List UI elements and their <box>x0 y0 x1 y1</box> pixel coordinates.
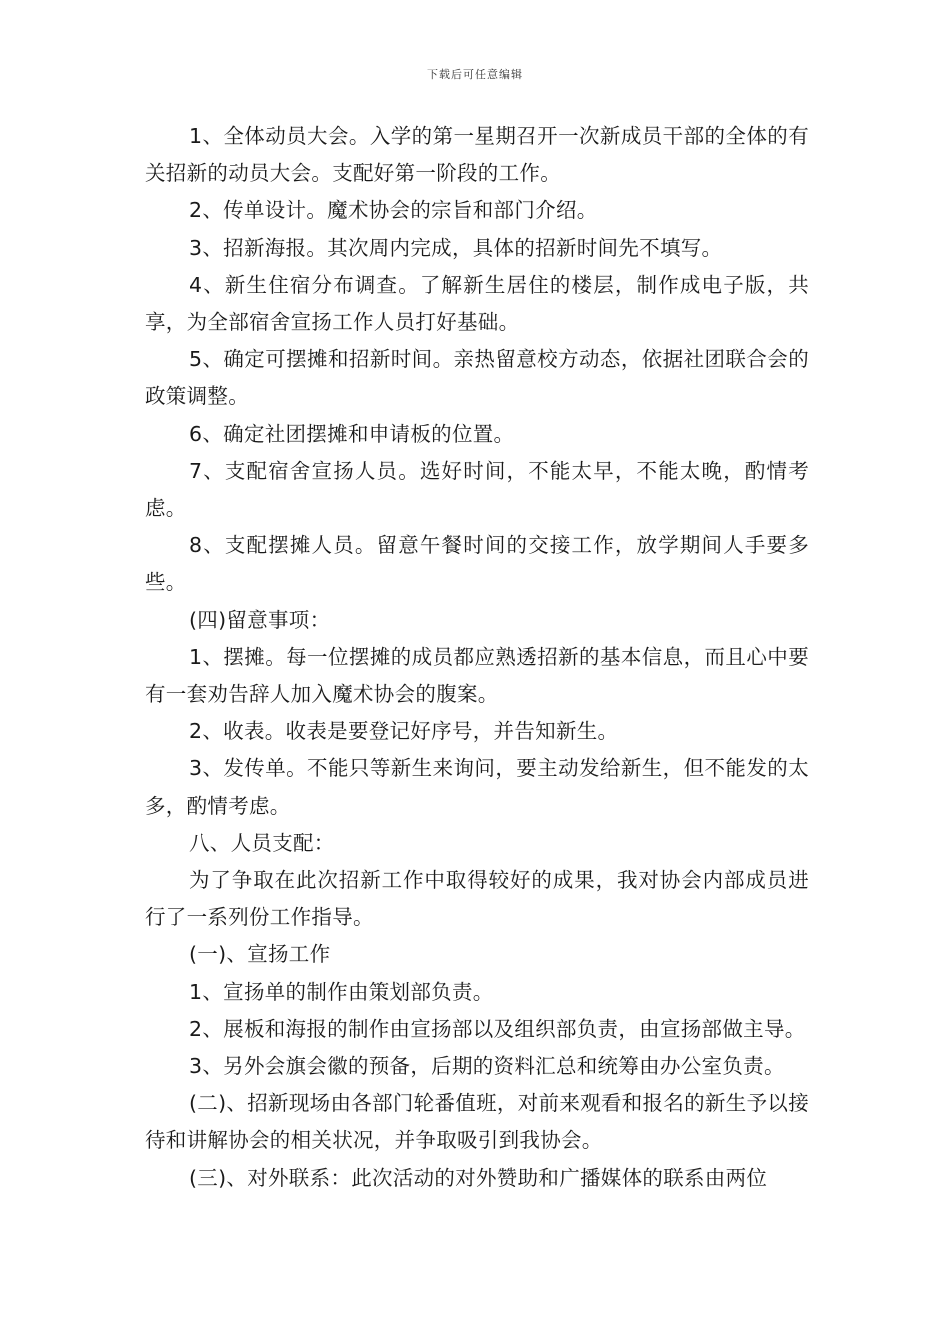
paragraph: 8、支配摆摊人员。留意午餐时间的交接工作，放学期间人手要多些。 <box>145 533 809 595</box>
document-body <box>145 118 809 1197</box>
paragraph: 7、支配宿舍宣扬人员。选好时间，不能太早，不能太晚，酌情考虑。 <box>145 458 809 521</box>
page-header: 下载后可任意编辑 <box>427 68 523 81</box>
paragraph: 2、传单设计。魔术协会的宗旨和部门介绍。 <box>189 198 598 223</box>
paragraph: 3、发传单。不能只等新生来询问，要主动发给新生，但不能发的太多，酌情考虑。 <box>145 756 809 818</box>
paragraph: 6、确定社团摆摊和申请板的位置。 <box>189 421 515 446</box>
paragraph: 3、招新海报。其次周内完成，具体的招新时间先不填写。 <box>189 235 723 260</box>
paragraph: 1、摆摊。每一位摆摊的成员都应熟透招新的基本信息，而且心中要有一套劝告辞人加入魔术协会的腹案。 <box>145 644 809 707</box>
paragraph: 为了争取在此次招新工作中取得较好的成果，我对协会内部成员进行了一系列份工作指导。 <box>145 868 809 930</box>
paragraph: (三)、对外联系：此次活动的对外赞助和广播媒体的联系由两位 <box>189 1165 768 1190</box>
section-heading: (一)、宣扬工作 <box>189 942 331 967</box>
section-heading: 八、人员支配： <box>189 830 335 855</box>
paragraph: 3、另外会旗会徽的预备，后期的资料汇总和统筹由办公室负责。 <box>189 1054 785 1079</box>
paragraph: 2、收表。收表是要登记好序号，并告知新生。 <box>189 719 619 744</box>
paragraph: 2、展板和海报的制作由宣扬部以及组织部负责，由宣扬部做主导。 <box>189 1016 806 1041</box>
paragraph: 1、全体动员大会。入学的第一星期召开一次新成员干部的全体的有关招新的动员大会。支配好第一阶段的工作。 <box>145 124 809 186</box>
paragraph: 1、宣扬单的制作由策划部负责。 <box>189 979 494 1004</box>
paragraph: 4、新生住宿分布调查。了解新生居住的楼层，制作成电子版，共享，为全部宿舍宣扬工作人员打好基础。 <box>145 272 809 335</box>
paragraph: 5、确定可摆摊和招新时间。亲热留意校方动态，依据社团联合会的政策调整。 <box>145 347 809 409</box>
section-heading: (四)留意事项： <box>189 607 331 632</box>
paragraph: (二)、招新现场由各部门轮番值班，对前来观看和报名的新生予以接待和讲解协会的相关状况，并争取吸引到我协会。 <box>145 1091 809 1153</box>
